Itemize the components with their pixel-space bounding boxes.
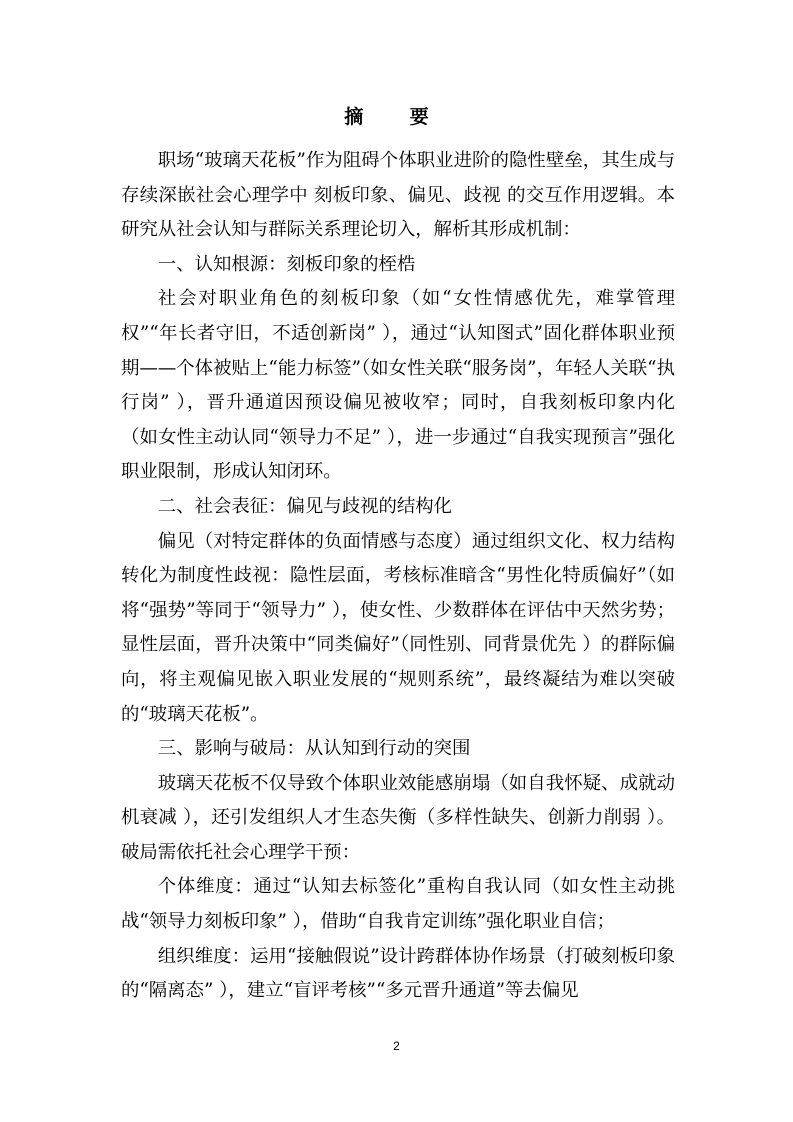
section-heading-impact-breakthrough: 三、影响与破局：从认知到行动的突围 bbox=[157, 738, 471, 760]
prejudice-paragraph: 偏见（对特定群体的负面情感与态度）通过组织文化、权力结构转化为制度性歧视：隐性层面，考核标准暗含“男性化特质偏好”（如将“强势”等同于“领导力” ），使女性、少数群体在评估中天然劣势；显性层面，晋升决策中“同类偏好”（同性别、同背景优先 ）的群际偏向，将主观偏见嵌入职业发展的“规则系统”，最终凝结为难以突破的“玻璃天花板”。 bbox=[121, 530, 675, 725]
individual-dimension-paragraph: 个体维度：通过“认知去标签化”重构自我认同（如女性主动挑战“领导力刻板印象” ），借助“自我肯定训练”强化职业自信； bbox=[121, 876, 675, 933]
organizational-dimension-paragraph: 组织维度：运用“接触假说”设计跨群体协作场景（打破刻板印象的“隔离态” ），建立“盲评考核”“多元晋升通道”等去偏见 bbox=[121, 945, 675, 1002]
impact-paragraph: 玻璃天花板不仅导致个体职业效能感崩塌（如自我怀疑、成就动机衰减 ），还引发组织人才生态失衡（多样性缺失、创新力削弱 ）。破局需依托社会心理学干预： bbox=[121, 772, 675, 863]
intro-paragraph: 职场“玻璃天花板”作为阻碍个体职业进阶的隐性壁垒，其生成与存续深嵌社会心理学中 刻板印象、偏见、歧视 的交互作用逻辑。本研究从社会认知与群际关系理论切入，解析其形成机制： bbox=[121, 150, 675, 241]
stereotype-paragraph: 社会对职业角色的刻板印象（如“女性情感优先，难掌管理权”“年长者守旧，不适创新岗” ），通过“认知图式”固化群体职业预期——个体被贴上“能力标签”（如女性关联“服务岗”，年轻人关联“执行岗” ），晋升通道因预设偏见被收窄；同时，自我刻板印象内化（如女性主动认同“领导力不足” ），进一步通过“自我实现预言”强化职业限制，形成认知闭环。 bbox=[121, 288, 675, 483]
abstract-title: 摘 要 bbox=[344, 106, 449, 128]
page-number: 2 bbox=[393, 1039, 400, 1053]
section-heading-social-representation: 二、社会表征：偏见与歧视的结构化 bbox=[157, 495, 453, 517]
section-heading-cognitive-roots: 一、认知根源：刻板印象的桎梏 bbox=[157, 253, 416, 275]
abstract-body bbox=[121, 144, 675, 1009]
